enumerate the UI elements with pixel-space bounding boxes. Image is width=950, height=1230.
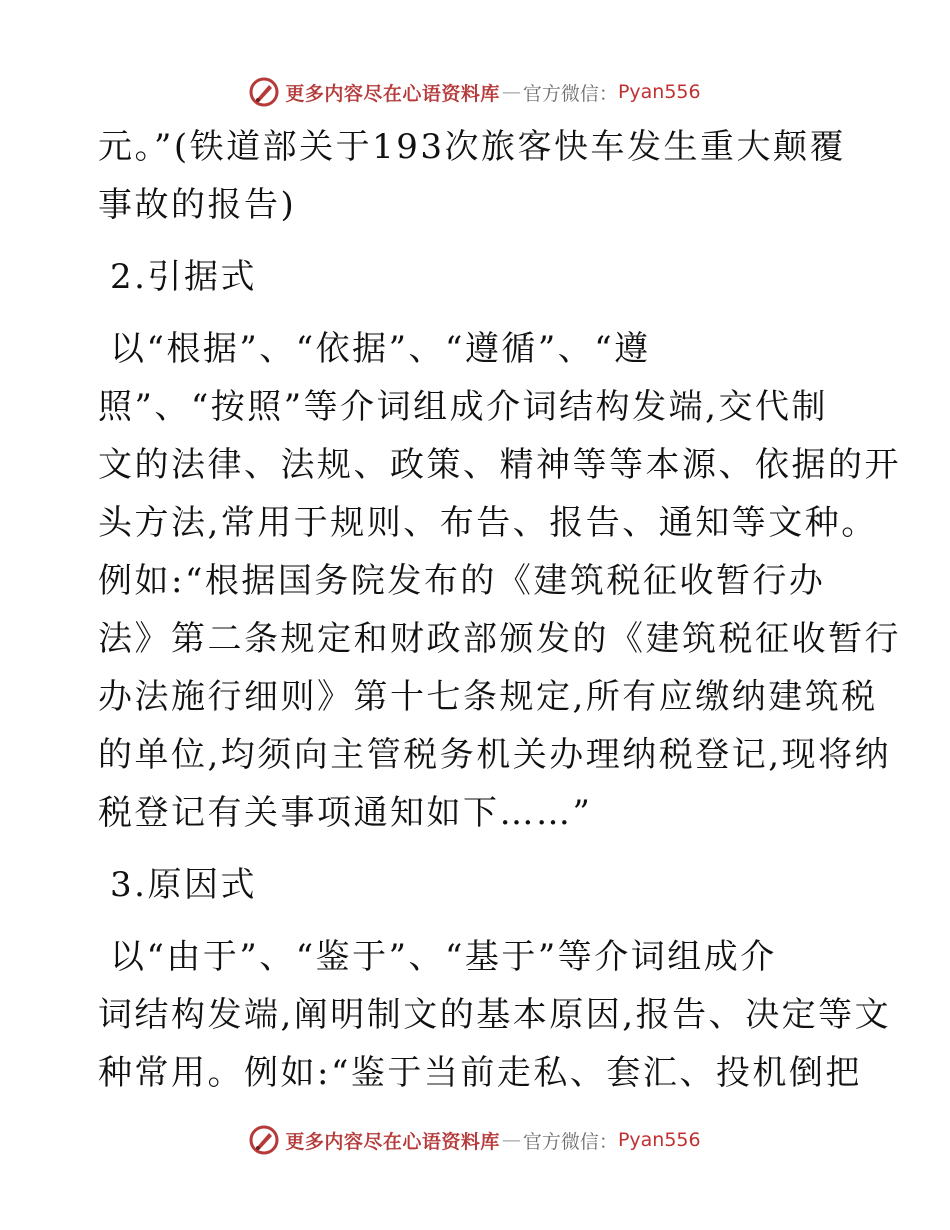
text-line: 头方法,常用于规则、布告、报告、通知等文种。 xyxy=(98,503,878,543)
banner-separator: — xyxy=(501,1129,521,1151)
paragraph-report-citation xyxy=(98,118,858,234)
text-line: 文的法律、法规、政策、精神等等本源、依据的开 xyxy=(98,445,901,485)
text-line: 以“由于”、“鉴于”、“基于”等介词组成介 xyxy=(110,937,777,977)
paragraph-citation-style xyxy=(98,320,901,842)
text-line: 例如:“根据国务院发布的《建筑税征收暂行办 xyxy=(98,561,826,601)
text-line: 事故的报告) xyxy=(98,185,297,225)
section-heading-citation-style: 2.引据式 xyxy=(110,257,257,297)
section-heading-cause-style: 3.原因式 xyxy=(110,865,257,905)
header-watermark xyxy=(0,72,950,112)
footer-watermark xyxy=(0,1120,950,1160)
text-line: 办法施行细则》第十七条规定,所有应缴纳建筑税 xyxy=(98,677,878,717)
pen-logo-icon xyxy=(249,1125,279,1155)
text-line: 税登记有关事项通知如下……” xyxy=(98,793,593,833)
text-line: 元。”(铁道部关于193次旅客快车发生重大颠覆 xyxy=(98,127,847,167)
text-line: 的单位,均须向主管税务机关办理纳税登记,现将纳 xyxy=(98,735,892,775)
banner-brand: 更多内容尽在心语资料库 xyxy=(285,1130,500,1153)
banner-wechat-id: Pyan556 xyxy=(617,81,701,103)
banner-wechat-label: 官方微信： xyxy=(522,82,618,105)
banner-wechat-id: Pyan556 xyxy=(617,1129,701,1151)
banner-brand: 更多内容尽在心语资料库 xyxy=(285,82,500,105)
banner-wechat-label: 官方微信： xyxy=(522,1130,618,1153)
paragraph-cause-style xyxy=(98,928,892,1102)
pen-logo-icon xyxy=(249,77,279,107)
document-body xyxy=(98,118,901,1102)
text-line: 种常用。例如:“鉴于当前走私、套汇、投机倒把 xyxy=(98,1053,862,1093)
text-line: 词结构发端,阐明制文的基本原因,报告、决定等文 xyxy=(98,995,892,1035)
banner-separator: — xyxy=(501,81,521,103)
text-line: 照”、“按照”等介词组成介词结构发端,交代制 xyxy=(98,387,828,427)
text-line: 以“根据”、“依据”、“遵循”、“遵 xyxy=(110,329,651,369)
text-line: 法》第二条规定和财政部颁发的《建筑税征收暂行 xyxy=(98,619,901,659)
